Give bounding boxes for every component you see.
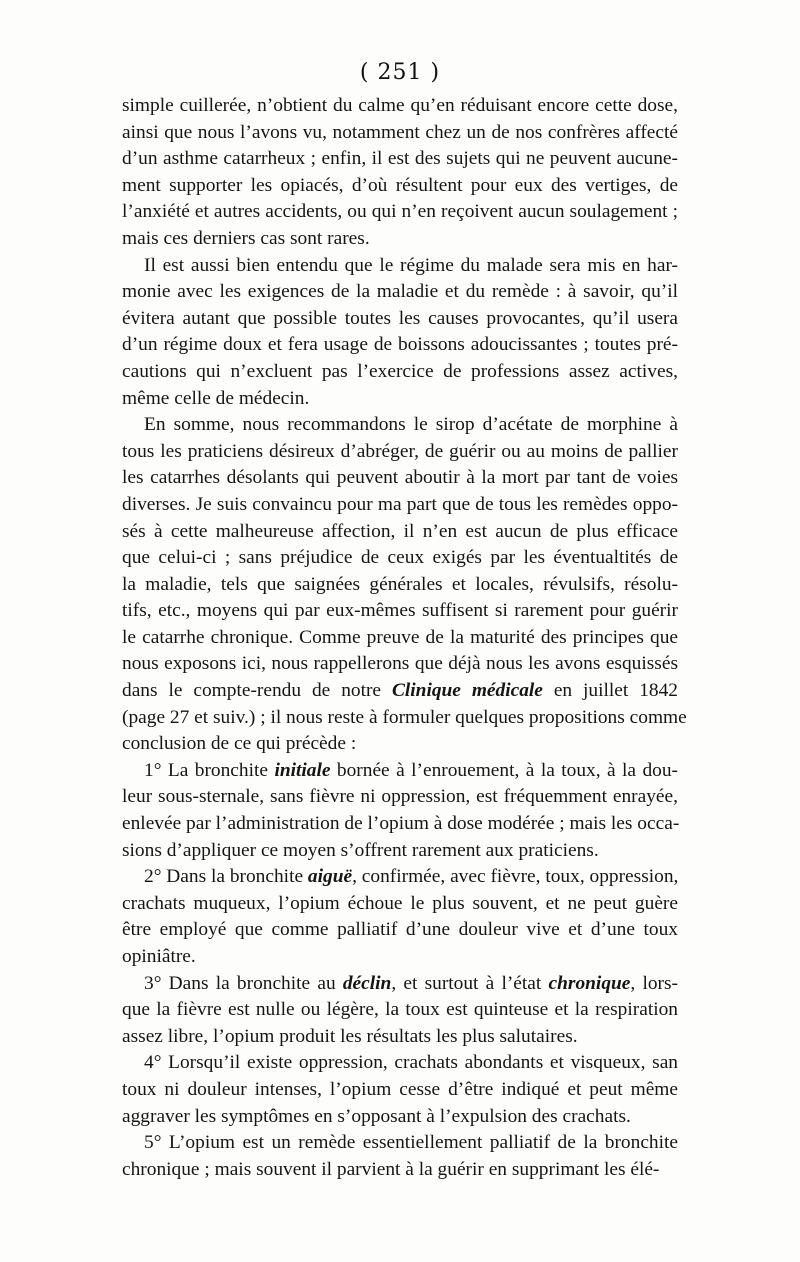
emphasis-text: initiale <box>274 759 331 781</box>
text-segment: la maladie, tels que saignées générales et locales, révulsifs, résolu- <box>122 573 678 595</box>
paragraph <box>122 93 678 253</box>
text-line <box>122 1130 678 1157</box>
text-line <box>122 651 678 678</box>
text-segment: , confirmée, avec fièvre, toux, oppression, <box>352 866 679 888</box>
text-line <box>122 784 678 811</box>
text-line <box>122 253 678 280</box>
text-segment: diverses. Je suis convaincu pour ma part que de tous les remèdes oppo- <box>122 493 678 515</box>
text-line <box>122 731 678 758</box>
text-segment: 5° L’opium est un remède essentiellement palliatif de la bronchite <box>144 1132 678 1154</box>
text-segment: mais ces derniers cas sont rares. <box>122 227 370 249</box>
text-segment: bornée à l’enrouement, à la toux, à la dou- <box>330 759 679 781</box>
text-line <box>122 678 678 705</box>
text-line <box>122 173 678 200</box>
text-segment: ainsi que nous l’avons vu, notamment chez un de nos confrères affecté <box>122 121 678 143</box>
text-segment: cautions qui n’excluent pas l’exercice de professions assez actives, <box>122 360 678 382</box>
text-segment: ment supporter les opiacés, d’où résultent pour eux des vertiges, de <box>122 174 678 196</box>
text-line <box>122 971 678 998</box>
paragraph <box>122 1050 678 1130</box>
text-line <box>122 306 678 333</box>
paragraph <box>122 412 687 758</box>
text-line <box>122 811 678 838</box>
text-line <box>122 758 678 785</box>
text-segment: les catarrhes désolants qui peuvent aboutir à la mort par tant de voies <box>122 467 678 489</box>
text-segment: 1° La bronchite <box>144 759 275 781</box>
emphasis-text: Clinique médicale <box>391 680 543 702</box>
text-segment: leur sous-sternale, sans fièvre ni oppression, est fréquemment enrayée, <box>122 786 678 808</box>
text-segment: toux ni douleur intenses, l’opium cesse d’être indiqué et peut même <box>122 1078 678 1100</box>
text-segment: être employé que comme palliatif d’une douleur vive et d’une toux <box>122 919 678 941</box>
paragraph <box>122 971 678 1051</box>
page-number: ( 251 ) <box>359 60 441 85</box>
text-segment: assez libre, l’opium produit les résultats les plus salutaires. <box>122 1025 578 1047</box>
text-line <box>122 146 678 173</box>
text-line <box>122 1157 678 1184</box>
text-segment: même celle de médecin. <box>122 387 310 409</box>
text-segment: conclusion de ce qui précède : <box>122 733 357 755</box>
text-segment: , lors- <box>630 972 679 994</box>
text-segment: sés à cette malheureuse affection, il n’en est aucun de plus efficace <box>122 520 678 542</box>
text-line <box>122 412 678 439</box>
text-line <box>122 1077 678 1104</box>
text-line <box>122 598 678 625</box>
text-line <box>122 545 678 572</box>
text-segment: crachats muqueux, l’opium échoue le plus souvent, et ne peut guère <box>122 892 678 914</box>
text-segment: 4° Lorsqu’il existe oppression, crachats abondants et visqueux, san <box>144 1052 678 1074</box>
emphasis-text: chronique <box>548 972 631 994</box>
text-line <box>122 120 678 147</box>
text-segment: d’un régime doux et fera usage de boissons adoucissantes ; toutes pré- <box>122 334 678 356</box>
text-segment: tifs, etc., moyens qui par eux-mêmes suffisent si rarement pour guérir <box>122 600 678 622</box>
text-segment: évitera autant que possible toutes les causes provocantes, qu’il usera <box>122 307 678 329</box>
text-line <box>122 492 678 519</box>
text-segment: nous exposons ici, nous rappellerons que déjà nous les avons esquissés <box>122 653 678 675</box>
text-line <box>122 572 678 599</box>
body-text <box>122 93 687 1183</box>
text-line <box>122 93 678 120</box>
text-line <box>122 625 678 652</box>
text-segment: que la fièvre est nulle ou légère, la toux est quinteuse et la respiration <box>122 999 678 1021</box>
paragraph <box>122 758 678 864</box>
text-segment: Il est aussi bien entendu que le régime du malade sera mis en har- <box>144 254 678 276</box>
text-line <box>122 917 678 944</box>
text-segment: simple cuillerée, n’obtient du calme qu’en réduisant encore cette dose, <box>122 95 678 116</box>
text-line <box>122 386 678 413</box>
text-line <box>122 864 678 891</box>
text-segment: enlevée par l’administration de l’opium à dose modérée ; mais les occa- <box>122 813 680 835</box>
text-line <box>122 279 678 306</box>
text-segment: que celui-ci ; sans préjudice de ceux exigés par les éventualtités de <box>122 547 678 569</box>
text-segment: chronique ; mais souvent il parvient à la guérir en supprimant les élé- <box>122 1158 660 1180</box>
text-segment: opiniâtre. <box>122 946 196 967</box>
paragraph <box>122 1130 678 1183</box>
text-segment: l’anxiété et autres accidents, ou qui n’en reçoivent aucun soulagement ; <box>122 201 678 223</box>
text-segment: , et surtout à l’état <box>391 972 549 994</box>
text-line <box>122 226 678 253</box>
text-segment: d’un asthme catarrheux ; enfin, il est des sujets qui ne peuvent aucune- <box>122 148 678 170</box>
text-segment: (page 27 et suiv.) ; il nous reste à formuler quelques propositions comme <box>122 706 687 728</box>
text-line <box>122 332 678 359</box>
paragraph <box>122 864 678 970</box>
text-segment: 3° Dans la bronchite au <box>144 972 343 994</box>
text-segment: aggraver les symptômes en s’opposant à l’expulsion des crachats. <box>122 1105 631 1127</box>
emphasis-text: déclin <box>342 972 392 994</box>
text-line <box>122 199 678 226</box>
text-line <box>122 439 678 466</box>
text-line <box>122 465 678 492</box>
text-segment: en juillet 1842 <box>542 680 678 702</box>
text-line <box>122 705 687 732</box>
text-line <box>122 1050 678 1077</box>
text-segment: tous les praticiens désireux d’abréger, de guérir ou au moins de pallier <box>122 440 678 462</box>
text-line <box>122 519 678 546</box>
text-segment: le catarrhe chronique. Comme preuve de la maturité des principes que <box>122 626 678 648</box>
text-line <box>122 1024 678 1051</box>
text-line <box>122 891 678 918</box>
text-segment: dans le compte-rendu de notre <box>122 680 392 702</box>
text-segment: sions d’appliquer ce moyen s’offrent rarement aux praticiens. <box>122 839 599 861</box>
text-line <box>122 944 678 971</box>
text-segment: monie avec les exigences de la maladie et du remède : à savoir, qu’il <box>122 281 678 303</box>
paragraph <box>122 253 678 413</box>
text-line <box>122 359 678 386</box>
text-line <box>122 997 678 1024</box>
text-line <box>122 1104 678 1131</box>
text-segment: En somme, nous recommandons le sirop d’acétate de morphine à <box>144 414 678 436</box>
emphasis-text: aiguë <box>307 866 353 888</box>
text-line <box>122 838 678 865</box>
text-segment: 2° Dans la bronchite <box>144 866 308 888</box>
